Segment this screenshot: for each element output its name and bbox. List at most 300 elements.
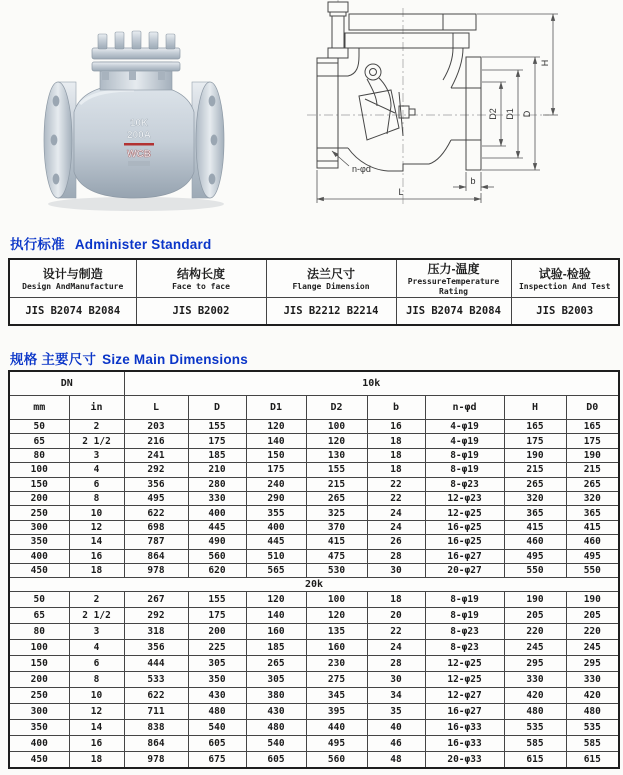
- dimension-cell: 365: [504, 506, 566, 520]
- dimension-row: [9, 688, 619, 704]
- dimension-row: [9, 656, 619, 672]
- dimension-cell: 475: [306, 549, 367, 563]
- dimension-cell: 216: [124, 434, 188, 448]
- dimension-row: [9, 672, 619, 688]
- dimension-cell: 675: [188, 752, 246, 769]
- dimension-row: [9, 506, 619, 520]
- dimension-cell: 2 1/2: [69, 434, 124, 448]
- dimension-cell: 415: [566, 520, 619, 534]
- valve-outline: [317, 2, 481, 171]
- dimension-cell: 16-φ25: [425, 520, 504, 534]
- standards-col-zh: 结构长度: [176, 267, 225, 281]
- pressure-class-band-row: [9, 578, 619, 592]
- standards-col-en: Face to face: [172, 282, 230, 291]
- dimension-cell: 18: [367, 434, 425, 448]
- dimension-cell: 445: [246, 535, 306, 549]
- dimension-cell: 240: [246, 477, 306, 491]
- dimensions-title-zh: 规格 主要尺寸: [10, 352, 97, 367]
- dimension-cell: 34: [367, 688, 425, 704]
- dimension-cell: 160: [306, 640, 367, 656]
- standards-value: JIS B2003: [511, 298, 619, 326]
- dimension-cell: 22: [367, 477, 425, 491]
- dimension-cell: 864: [124, 736, 188, 752]
- dimension-cell: 20: [367, 608, 425, 624]
- valve-photo-svg: [36, 4, 232, 216]
- dimension-cell: 50: [9, 592, 69, 608]
- dimension-cell: 620: [188, 563, 246, 577]
- dimension-cell: 622: [124, 688, 188, 704]
- dimension-cell: 430: [246, 704, 306, 720]
- dimension-cell: 8: [69, 491, 124, 505]
- dimension-cell: 380: [246, 688, 306, 704]
- dimension-cell: 3: [69, 624, 124, 640]
- dimension-cell: 445: [188, 520, 246, 534]
- standards-table: [8, 258, 620, 326]
- dimension-cell: 480: [504, 704, 566, 720]
- dimension-cell: 26: [367, 535, 425, 549]
- dimension-cell: 20-φ27: [425, 563, 504, 577]
- dimension-cell: 450: [9, 563, 69, 577]
- standards-col-header-design: [9, 259, 136, 298]
- label-n-phi-d: n-φd: [352, 164, 371, 174]
- dimension-cell: 245: [504, 640, 566, 656]
- dimension-cell: 370: [306, 520, 367, 534]
- dimension-cell: 245: [566, 640, 619, 656]
- dimension-cell: 295: [504, 656, 566, 672]
- dimension-cell: 350: [9, 535, 69, 549]
- dimension-cell: 10: [69, 688, 124, 704]
- dimension-cell: 16-φ33: [425, 736, 504, 752]
- dimension-cell: 6: [69, 656, 124, 672]
- dimension-cell: 12: [69, 520, 124, 534]
- dimension-cell: 305: [246, 672, 306, 688]
- dimension-cell: 175: [188, 608, 246, 624]
- standards-value: JIS B2074 B2084: [9, 298, 136, 326]
- dimension-cell: 460: [566, 535, 619, 549]
- dimension-cell: 350: [188, 672, 246, 688]
- dimension-cell: 325: [306, 506, 367, 520]
- standards-col-en: Inspection And Test: [518, 282, 611, 291]
- dimension-row: [9, 720, 619, 736]
- dimension-cell: 480: [246, 720, 306, 736]
- dimension-cell: 444: [124, 656, 188, 672]
- right-flange: [192, 82, 224, 198]
- dimension-cell: 533: [124, 672, 188, 688]
- dimension-cell: 585: [566, 736, 619, 752]
- standards-col-zh: 设计与制造: [42, 267, 103, 281]
- dimension-cell: 135: [306, 624, 367, 640]
- dimension-cell: 4-φ19: [425, 420, 504, 434]
- dimension-cell: 585: [504, 736, 566, 752]
- standards-section-title: [10, 233, 211, 253]
- standards-value-row: [9, 298, 619, 326]
- standards-title-zh: 执行标准: [10, 237, 65, 252]
- dimension-cell: 215: [306, 477, 367, 491]
- dimension-cell: 46: [367, 736, 425, 752]
- standards-title-en: Administer Standard: [74, 237, 212, 252]
- dimensions-title-en: Size Main Dimensions: [102, 352, 248, 367]
- dimension-cell: 190: [504, 448, 566, 462]
- dimension-cell: 8-φ23: [425, 477, 504, 491]
- valve-body: [74, 84, 194, 198]
- dimension-cell: 200: [188, 624, 246, 640]
- dimension-cell: 12-φ25: [425, 672, 504, 688]
- standards-value: JIS B2074 B2084: [396, 298, 511, 326]
- label-H: H: [540, 59, 550, 67]
- dimension-cell: 225: [188, 640, 246, 656]
- dimension-cell: 12-φ25: [425, 656, 504, 672]
- dimension-cell: 50: [9, 420, 69, 434]
- dimension-cell: 495: [306, 736, 367, 752]
- dimension-cell: 165: [566, 420, 619, 434]
- dimension-cell: 350: [9, 720, 69, 736]
- dimension-cell: 48: [367, 752, 425, 769]
- dimension-cell: 230: [306, 656, 367, 672]
- dimension-cell: 175: [504, 434, 566, 448]
- standards-col-header-face-to-face: [136, 259, 266, 298]
- dimension-cell: 16-φ27: [425, 549, 504, 563]
- dimension-cell: 318: [124, 624, 188, 640]
- dimension-cell: 365: [566, 506, 619, 520]
- dimension-row: [9, 624, 619, 640]
- dimension-cell: 320: [566, 491, 619, 505]
- dimension-cell: 2 1/2: [69, 608, 124, 624]
- dimension-cell: 4: [69, 463, 124, 477]
- dimension-cell: 24: [367, 640, 425, 656]
- dimension-cell: 18: [367, 592, 425, 608]
- dimension-row: [9, 563, 619, 577]
- dimension-cell: 615: [566, 752, 619, 769]
- marking-material: WCB: [127, 149, 151, 160]
- dimension-cell: 175: [566, 434, 619, 448]
- col-header-D: D: [188, 396, 246, 420]
- dimension-cell: 140: [246, 434, 306, 448]
- dimension-cell: 220: [566, 624, 619, 640]
- dimension-cell: 355: [246, 506, 306, 520]
- dimension-cell: 185: [246, 640, 306, 656]
- standards-header-row: [9, 259, 619, 298]
- dimension-cell: 460: [504, 535, 566, 549]
- dimension-cell: 215: [504, 463, 566, 477]
- dimension-cell: 18: [367, 448, 425, 462]
- dimension-cell: 150: [246, 448, 306, 462]
- valve-technical-drawing: [303, 0, 623, 224]
- dimension-cell: 12: [69, 704, 124, 720]
- dimension-cell: 10: [69, 506, 124, 520]
- dimension-cell: 120: [246, 420, 306, 434]
- dimension-cell: 155: [188, 420, 246, 434]
- dimension-cell: 450: [9, 752, 69, 769]
- dimension-cell: 18: [69, 752, 124, 769]
- dimension-cell: 140: [246, 608, 306, 624]
- dimension-cell: 14: [69, 535, 124, 549]
- dimension-cell: 356: [124, 640, 188, 656]
- dimension-cell: 550: [566, 563, 619, 577]
- dimension-cell: 540: [188, 720, 246, 736]
- dimension-cell: 120: [246, 592, 306, 608]
- dimension-row: [9, 608, 619, 624]
- dimension-row: [9, 549, 619, 563]
- dimension-cell: 535: [566, 720, 619, 736]
- dimension-cell: 65: [9, 434, 69, 448]
- dimension-row: [9, 535, 619, 549]
- dimension-cell: 978: [124, 563, 188, 577]
- dimension-cell: 550: [504, 563, 566, 577]
- dimension-cell: 330: [504, 672, 566, 688]
- dimension-cell: 415: [504, 520, 566, 534]
- dimensions-group-header-row: [9, 371, 619, 396]
- label-D: D: [522, 110, 532, 118]
- dimension-cell: 864: [124, 549, 188, 563]
- dimension-cell: 267: [124, 592, 188, 608]
- col-header-D1: D1: [246, 396, 306, 420]
- dimension-cell: 420: [566, 688, 619, 704]
- dimension-cell: 400: [246, 520, 306, 534]
- dimension-cell: 250: [9, 688, 69, 704]
- bonnet: [92, 31, 180, 90]
- dimension-cell: 290: [246, 491, 306, 505]
- dimension-cell: 510: [246, 549, 306, 563]
- dimension-cell: 275: [306, 672, 367, 688]
- dimension-cell: 190: [566, 592, 619, 608]
- pressure-class-band-label: 20k: [9, 578, 619, 592]
- dimension-cell: 305: [188, 656, 246, 672]
- marking-size: 200A: [127, 130, 151, 141]
- col-header-H: H: [504, 396, 566, 420]
- dimension-cell: 300: [9, 520, 69, 534]
- standards-col-en: Flange Dimension: [292, 282, 370, 291]
- dimension-cell: 16-φ25: [425, 535, 504, 549]
- dimension-row: [9, 736, 619, 752]
- dimension-cell: 200: [9, 672, 69, 688]
- dimension-cell: 120: [306, 608, 367, 624]
- dimension-cell: 978: [124, 752, 188, 769]
- valve-photo: [36, 4, 232, 216]
- dimension-cell: 400: [9, 736, 69, 752]
- dimension-cell: 175: [188, 434, 246, 448]
- dimension-cell: 292: [124, 463, 188, 477]
- dimension-cell: 560: [188, 549, 246, 563]
- dimension-cell: 420: [504, 688, 566, 704]
- dimension-cell: 495: [566, 549, 619, 563]
- dimension-cell: 787: [124, 535, 188, 549]
- dimension-cell: 480: [566, 704, 619, 720]
- dimension-row: [9, 592, 619, 608]
- dimension-cell: 415: [306, 535, 367, 549]
- dimension-cell: 16-φ27: [425, 704, 504, 720]
- dimension-cell: 16: [69, 736, 124, 752]
- dimension-cell: 265: [246, 656, 306, 672]
- dimension-cell: 20-φ33: [425, 752, 504, 769]
- dimension-row: [9, 477, 619, 491]
- dimensions-table-body: [9, 420, 619, 769]
- standards-col-zh: 法兰尺寸: [306, 267, 355, 281]
- dimension-cell: 6: [69, 477, 124, 491]
- dimension-cell: 440: [306, 720, 367, 736]
- dimension-cell: 80: [9, 448, 69, 462]
- dimension-cell: 130: [306, 448, 367, 462]
- col-header-in: in: [69, 396, 124, 420]
- valve-drawing-svg: [303, 0, 623, 224]
- dimension-cell: 565: [246, 563, 306, 577]
- dimension-cell: 100: [9, 463, 69, 477]
- dimension-cell: 490: [188, 535, 246, 549]
- label-D2: D2: [488, 108, 498, 120]
- dimension-cell: 40: [367, 720, 425, 736]
- dimensions-section-title: [10, 348, 248, 368]
- dimension-cell: 605: [188, 736, 246, 752]
- dimension-cell: 120: [306, 434, 367, 448]
- dimension-cell: 175: [246, 463, 306, 477]
- dimension-lines: [317, 14, 558, 203]
- dimension-cell: 100: [306, 420, 367, 434]
- standards-col-header-flange: [266, 259, 396, 298]
- label-b: b: [470, 176, 476, 186]
- dimension-cell: 400: [9, 549, 69, 563]
- dimension-cell: 16: [69, 549, 124, 563]
- standards-col-zh: 试验-检验: [538, 267, 591, 281]
- dimension-cell: 356: [124, 477, 188, 491]
- dimension-cell: 480: [188, 704, 246, 720]
- dimension-cell: 265: [504, 477, 566, 491]
- dimension-cell: 12-φ27: [425, 688, 504, 704]
- dimension-cell: 2: [69, 592, 124, 608]
- dimension-cell: 605: [246, 752, 306, 769]
- dimension-cell: 203: [124, 420, 188, 434]
- dimension-cell: 698: [124, 520, 188, 534]
- marking-pressure: 10K: [129, 118, 149, 129]
- dimension-cell: 3: [69, 448, 124, 462]
- dimension-row: [9, 448, 619, 462]
- dimension-cell: 28: [367, 549, 425, 563]
- dimension-cell: 24: [367, 520, 425, 534]
- dimension-cell: 530: [306, 563, 367, 577]
- dimension-row: [9, 752, 619, 769]
- col-header-n-phi-d: n-φd: [425, 396, 504, 420]
- dimension-cell: 28: [367, 656, 425, 672]
- dimension-row: [9, 420, 619, 434]
- photo-shadow: [48, 197, 224, 211]
- dimension-cell: 220: [504, 624, 566, 640]
- dimension-cell: 16: [367, 420, 425, 434]
- dimension-cell: 615: [504, 752, 566, 769]
- dimension-cell: 8-φ19: [425, 592, 504, 608]
- col-header-mm: mm: [9, 396, 69, 420]
- standards-col-zh: 压力-温度: [427, 262, 480, 276]
- dimension-cell: 165: [504, 420, 566, 434]
- dimension-cell: 215: [566, 463, 619, 477]
- col-header-D2: D2: [306, 396, 367, 420]
- dimension-cell: 838: [124, 720, 188, 736]
- dimension-cell: 18: [367, 463, 425, 477]
- dimension-cell: 8-φ23: [425, 624, 504, 640]
- dimension-cell: 330: [566, 672, 619, 688]
- dimension-cell: 400: [188, 506, 246, 520]
- dimension-cell: 622: [124, 506, 188, 520]
- dimension-cell: 292: [124, 608, 188, 624]
- dimensions-subheader-row: [9, 396, 619, 420]
- dimension-cell: 22: [367, 624, 425, 640]
- dimension-row: [9, 640, 619, 656]
- label-D1: D1: [505, 108, 515, 120]
- dimension-cell: 430: [188, 688, 246, 704]
- dimension-cell: 18: [69, 563, 124, 577]
- dimension-cell: 320: [504, 491, 566, 505]
- dimension-cell: 190: [566, 448, 619, 462]
- dimension-cell: 4-φ19: [425, 434, 504, 448]
- dimension-cell: 14: [69, 720, 124, 736]
- dimension-cell: 200: [9, 491, 69, 505]
- left-flange: [44, 82, 76, 198]
- dimension-cell: 265: [306, 491, 367, 505]
- dimension-cell: 535: [504, 720, 566, 736]
- dimension-cell: 8-φ19: [425, 608, 504, 624]
- dimension-cell: 205: [566, 608, 619, 624]
- dimension-cell: 155: [306, 463, 367, 477]
- dimension-row: [9, 463, 619, 477]
- dimension-cell: 65: [9, 608, 69, 624]
- dimension-cell: 30: [367, 672, 425, 688]
- standards-value: JIS B2002: [136, 298, 266, 326]
- pressure-class-header-10k: 10k: [124, 371, 619, 396]
- dimension-cell: 241: [124, 448, 188, 462]
- standards-value: JIS B2212 B2214: [266, 298, 396, 326]
- col-header-D0: D0: [566, 396, 619, 420]
- dimension-row: [9, 434, 619, 448]
- dimension-cell: 24: [367, 506, 425, 520]
- dimension-cell: 12-φ25: [425, 506, 504, 520]
- col-header-b: b: [367, 396, 425, 420]
- dimension-cell: 210: [188, 463, 246, 477]
- dimension-cell: 155: [188, 592, 246, 608]
- dimension-cell: 16-φ33: [425, 720, 504, 736]
- marking-red-band: [124, 143, 154, 146]
- dimension-cell: 100: [9, 640, 69, 656]
- dimension-cell: 100: [306, 592, 367, 608]
- dimension-cell: 395: [306, 704, 367, 720]
- standards-col-en: Design AndManufacture: [22, 282, 124, 291]
- standards-col-header-pressure-temp: [396, 259, 511, 298]
- dimension-cell: 345: [306, 688, 367, 704]
- dimension-cell: 265: [566, 477, 619, 491]
- dimension-cell: 190: [504, 592, 566, 608]
- dimension-cell: 2: [69, 420, 124, 434]
- dimension-cell: 8: [69, 672, 124, 688]
- dimension-cell: 185: [188, 448, 246, 462]
- dimension-cell: 330: [188, 491, 246, 505]
- dimension-row: [9, 520, 619, 534]
- dimension-cell: 495: [124, 491, 188, 505]
- dimension-cell: 150: [9, 656, 69, 672]
- dimension-cell: 560: [306, 752, 367, 769]
- dimension-cell: 205: [504, 608, 566, 624]
- dimension-cell: 300: [9, 704, 69, 720]
- dimension-cell: 35: [367, 704, 425, 720]
- dimension-cell: 540: [246, 736, 306, 752]
- dimension-cell: 295: [566, 656, 619, 672]
- disc-and-hinge: [359, 64, 415, 140]
- dimensions-table: [8, 370, 620, 769]
- dimension-cell: 150: [9, 477, 69, 491]
- dimension-cell: 12-φ23: [425, 491, 504, 505]
- standards-col-header-inspection: [511, 259, 619, 298]
- dimension-cell: 711: [124, 704, 188, 720]
- dimension-cell: 8-φ19: [425, 448, 504, 462]
- dimension-cell: 30: [367, 563, 425, 577]
- label-L: L: [398, 187, 404, 197]
- dimension-cell: 250: [9, 506, 69, 520]
- dimension-cell: 80: [9, 624, 69, 640]
